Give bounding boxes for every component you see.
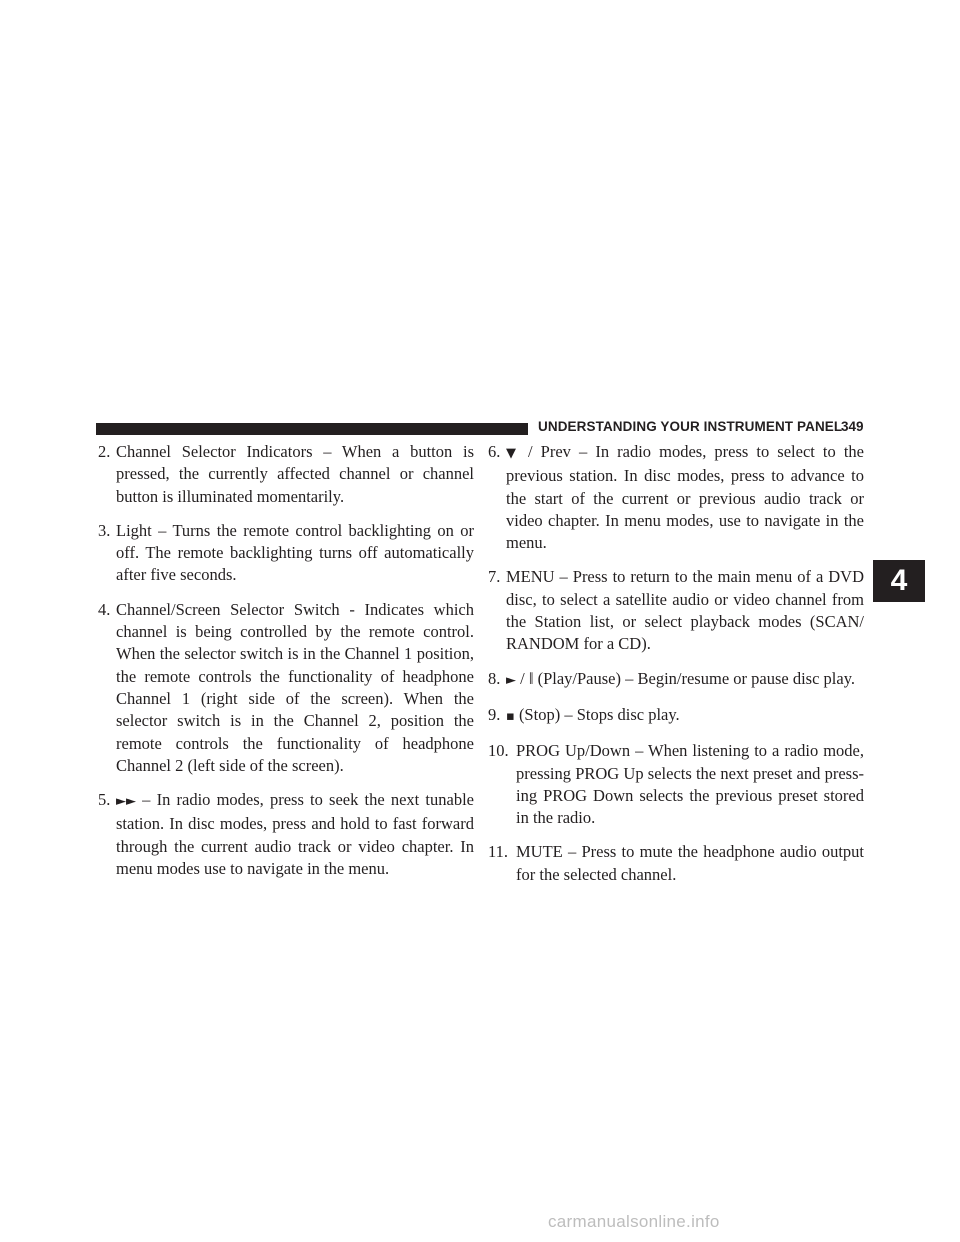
item-text: PROG Up/Down – When listening to a radio mode, pressing PROG Up selects the next preset and press- ing PROG Down selects the previous preset stored in the radio. xyxy=(516,741,864,828)
list-item xyxy=(488,704,864,728)
list-item xyxy=(98,520,474,587)
list-item xyxy=(98,789,474,880)
list-item xyxy=(98,441,474,508)
item-number: 2. xyxy=(98,442,111,461)
play-icon: ► xyxy=(506,672,516,688)
fast-forward-icon: ►► xyxy=(116,794,136,810)
item-text: ►► – In radio modes, press to seek the next tunable station. In disc modes, press and hold to fast forward through the current audio track or video chapter. In menu modes use to navigate in the menu. xyxy=(116,790,474,879)
page-number: 349 xyxy=(841,419,864,434)
list-item xyxy=(488,740,864,829)
list-item xyxy=(98,599,474,777)
item-text: ▼ / Prev – In radio modes, press to select to the previous station. In disc modes, press to advance to the start of the current or previous audio track or video chapter. In menu modes, use to navigate in the menu. xyxy=(506,442,864,553)
item-text: ► / ǁ (Play/Pause) – Begin/resume or pause disc play. xyxy=(506,668,855,688)
item-number: 6. xyxy=(488,442,501,461)
list-item xyxy=(488,566,864,655)
left-column xyxy=(98,441,474,892)
list-item xyxy=(488,841,864,886)
right-column xyxy=(488,441,864,898)
stop-icon: ▪ xyxy=(506,708,515,724)
section-tab: 4 xyxy=(873,560,925,602)
item-number: 10. xyxy=(488,741,509,761)
item-number: 3. xyxy=(98,520,111,540)
item-number: 11. xyxy=(488,842,509,862)
item-number: 4. xyxy=(98,599,111,619)
watermark-text: carmanualsonline.info xyxy=(548,1212,720,1231)
item-text: ▪ (Stop) – Stops disc play. xyxy=(506,704,680,724)
item-text: Channel Selector Indicators – When a button is pressed, the currently affected channel or channel button is illuminated momentarily. xyxy=(116,442,474,506)
item-number: 7. xyxy=(488,567,501,587)
item-text: MUTE – Press to mute the headphone audio output for the selected channel. xyxy=(516,842,864,884)
item-number: 8. xyxy=(488,668,501,688)
down-triangle-icon: ▼ xyxy=(506,446,520,461)
item-text: Channel/Screen Selector Switch - Indicates which channel is being controlled by the remote control. When the selector switch is in the Channel 1 position, the remote controls the functionality of headphone Channel 1 (right side of the screen). When the selector switch is in the Channel 2, position the remote controls the functionality of headphone Channel 2 (left side of the screen). xyxy=(116,599,474,775)
item-text: MENU – Press to return to the main menu of a DVD disc, to select a satellite audio or video channel from the Station list, or select playback modes (SCAN/ RANDOM for a CD). xyxy=(506,567,864,654)
item-number: 9. xyxy=(488,704,501,724)
item-number: 5. xyxy=(98,790,111,810)
item-text: Light – Turns the remote control backlighting on or off. The remote backlighting turns off automatically after five seconds. xyxy=(116,520,474,585)
running-header-title: UNDERSTANDING YOUR INSTRUMENT PANEL xyxy=(538,419,843,434)
list-item xyxy=(488,668,864,692)
list-item xyxy=(488,441,864,554)
header-rule xyxy=(96,423,528,435)
